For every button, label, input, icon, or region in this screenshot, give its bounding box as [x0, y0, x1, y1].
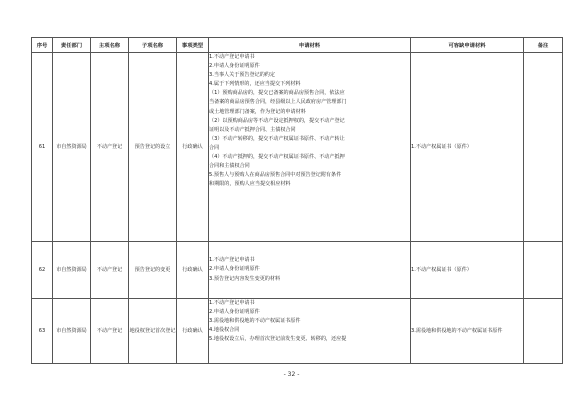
cell-remark — [524, 53, 563, 242]
material-line: 4.地役权合同 — [209, 327, 240, 334]
header-type: 事项类型 — [177, 38, 209, 53]
material-line: （3）不动产转移的，提交不动产权属证书原件、不动产转让 — [209, 135, 345, 142]
cell-item: 不动产登记 — [91, 299, 129, 364]
cell-subitem: 预告登记的设立 — [129, 53, 177, 242]
cell-remark — [524, 242, 563, 299]
material-line: 和期限的，预购人应当提交相应材料 — [209, 181, 291, 188]
cell-subitem: 预告登记的变更 — [129, 242, 177, 299]
material-line: 3.需役地和供役地的不动产权属证书原件 — [209, 318, 301, 325]
table-header-row — [32, 38, 563, 53]
header-item: 主项名称 — [91, 38, 129, 53]
material-line: 2.申请人身份证明原件 — [209, 63, 260, 70]
cell-dept: 市自然资源局 — [53, 242, 91, 299]
cell-item: 不动产登记 — [91, 53, 129, 242]
header-optional: 可容缺申请材料 — [411, 38, 524, 53]
cell-optional: 1.不动产权属证书（原件） — [411, 53, 524, 242]
material-line: 1.不动产登记申请书 — [209, 257, 255, 264]
cell-type: 行政确认 — [177, 299, 209, 364]
material-line: （2）以预购商品房等不动产设定抵押权的，提交不动产登记 — [209, 117, 345, 124]
page-number: - 32 - — [283, 371, 300, 378]
cell-item: 不动产登记 — [91, 242, 129, 299]
cell-no: 62 — [32, 242, 53, 299]
cell-dept: 市自然资源局 — [53, 299, 91, 364]
requirements-table — [31, 37, 563, 364]
cell-no: 63 — [32, 299, 53, 364]
cell-materials — [209, 242, 411, 299]
header-remark: 备注 — [524, 38, 563, 53]
header-subitem: 子项名称 — [129, 38, 177, 53]
material-line: 1.不动产登记申请书 — [209, 300, 255, 306]
cell-optional: 1.不动产权属证书（原件） — [411, 242, 524, 299]
header-materials: 申请材料 — [209, 38, 411, 53]
header-dept: 责任部门 — [53, 38, 91, 53]
cell-type: 行政确认 — [177, 53, 209, 242]
cell-materials — [209, 299, 411, 364]
cell-remark — [524, 299, 563, 364]
table-row — [32, 53, 563, 242]
material-line: 3.当事人关于预告登记的约定 — [209, 72, 275, 79]
material-line: 当备案的商品房预售合同，经县级以上人民政府房产管理部门 — [209, 99, 347, 106]
material-line: 合同和主债权合同 — [209, 163, 250, 170]
material-line: （1）预购商品房的，提交已备案的商品房预售合同，依法应 — [209, 90, 345, 97]
material-line: 证明以及不动产抵押合同、主债权合同 — [209, 126, 296, 133]
material-line: 或土地管理部门备案，作为登记的申请材料 — [209, 108, 306, 115]
material-line: 5.地役权设立后，办理首次登记前发生变更、转移的，还应提 — [209, 336, 347, 343]
cell-subitem: 地役权登记首次登记 — [129, 299, 177, 364]
material-line: 4.属于下列情形的，还应当提交下列材料 — [209, 81, 301, 88]
cell-materials — [209, 53, 411, 242]
material-line: 2.申请人身份证明原件 — [209, 266, 260, 273]
cell-optional: 3.需役地和供役地的不动产权属证书原件 — [411, 299, 524, 364]
material-line: 5.预售人与预购人在商品房预售合同中对预告登记附有条件 — [209, 172, 342, 179]
table-row — [32, 242, 563, 299]
material-line: 1.不动产登记申请书 — [209, 54, 255, 60]
material-line: 合同 — [209, 144, 220, 151]
header-no: 序号 — [32, 38, 53, 53]
material-line: 2.申请人身份证明原件 — [209, 309, 260, 316]
cell-type: 行政确认 — [177, 242, 209, 299]
table-row — [32, 299, 563, 364]
material-line: （4）不动产抵押的，提交不动产权属证书原件、不动产抵押 — [209, 154, 345, 161]
material-line: 3.预告登记内容发生变更的材料 — [209, 275, 281, 282]
cell-dept: 市自然资源局 — [53, 53, 91, 242]
cell-no: 61 — [32, 53, 53, 242]
